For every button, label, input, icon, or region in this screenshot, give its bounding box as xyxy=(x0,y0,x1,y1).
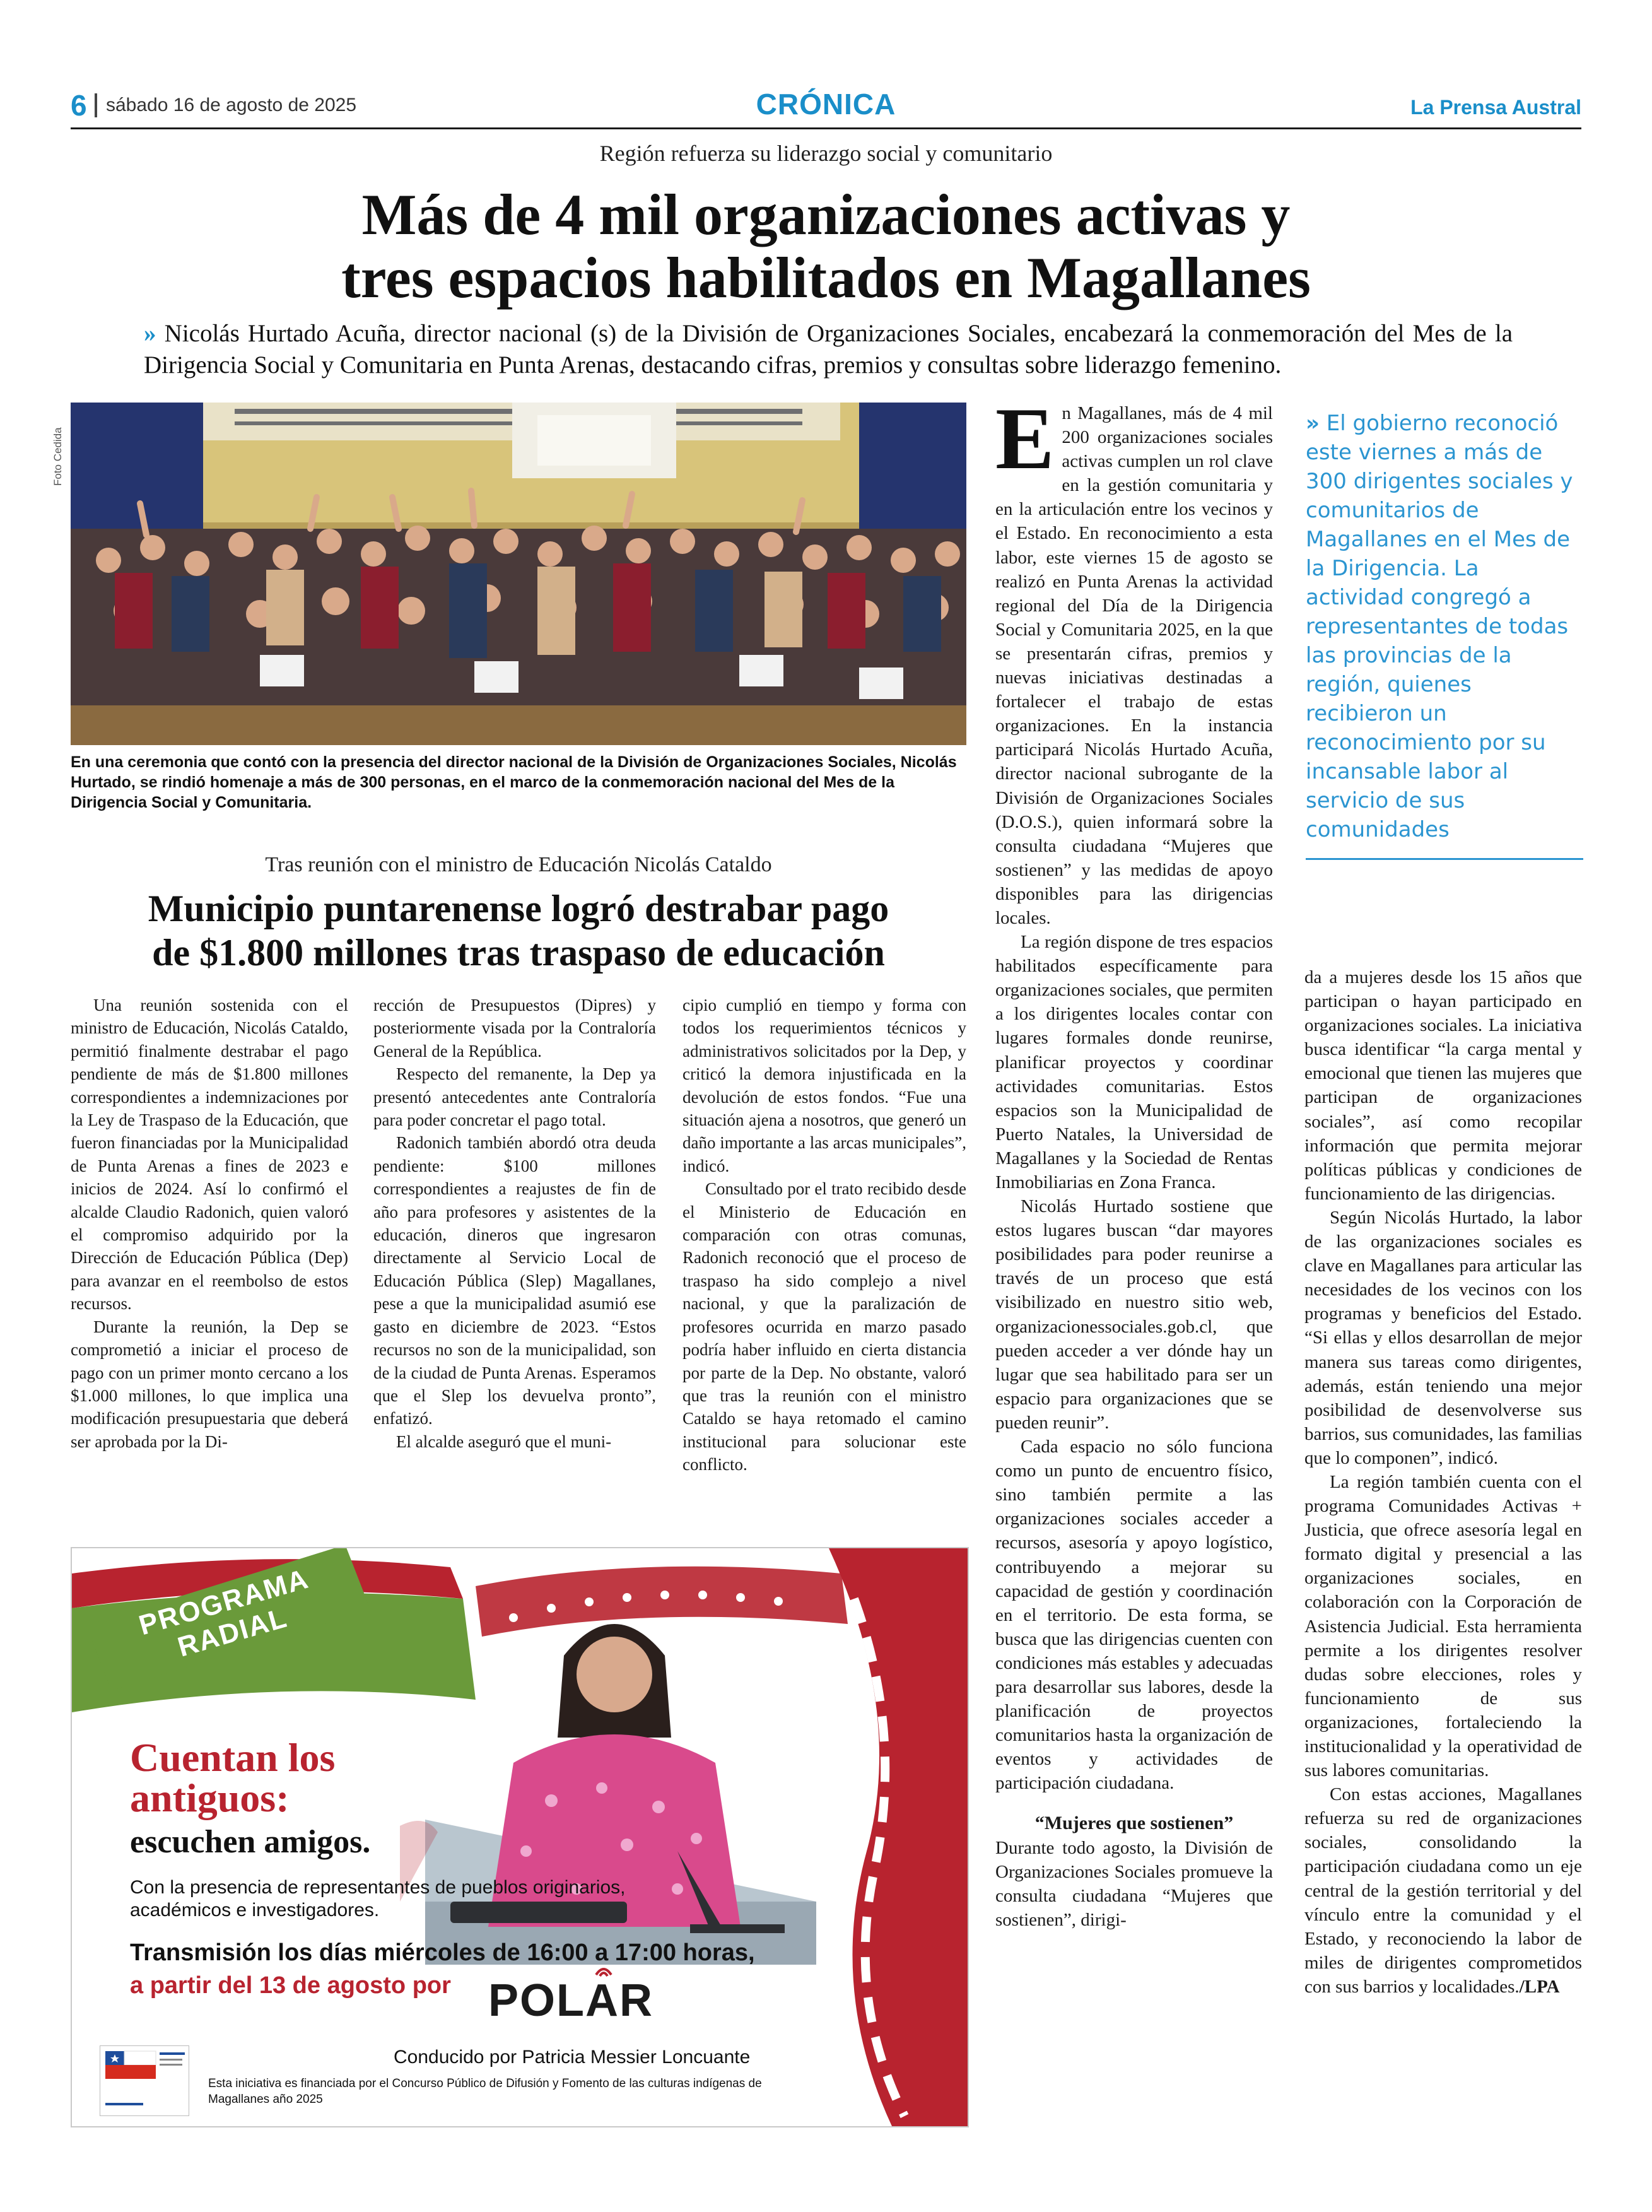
main-lead-text: Nicolás Hurtado Acuña, director nacional (s) de la División de Organizaciones Sociales, encabezará la conmemoración del Mes de la Dirigencia Social y Comunitaria en Punta Arenas, destacando cifras, premios y consultas sobre liderazgo femenino. xyxy=(144,320,1513,379)
main-subhead: “Mujeres que sostienen” xyxy=(1034,1813,1234,1834)
second-paragraph-6: Consultado por el trato recibido desde el Ministerio de Educación en comparación con otras comunas, Radonich reconoció que el proceso de traspaso ha sido complejo a nivel nacional, y que la paralización de profesores ocurrida en marzo pasado podría haber influido en cierta distancia por parte de la Dep. No obstante, valoró que tras la reunión con el ministro Cataldo se haya retomado el camino institucional para solucionar este conflicto. xyxy=(682,1179,966,1474)
pull-quote-body: El gobierno reconoció este viernes a más de 300 dirigentes sociales y comunitarios de Magallanes en el Mes de la Dirigencia. La actividad congregó a representantes de todas las provincias de la región, quienes recibieron un reconocimiento por su incansable labor al servicio de sus comunidades xyxy=(1306,411,1573,842)
ad-subtitle: escuchen amigos. xyxy=(130,1824,371,1860)
main-paragraph-2: La región dispone de tres espacios habilitados específicamente para organizaciones sociales, que permiten a los dirigentes locales contar con lugares formales donde reunirse, planificar proyectos y coordinar actividades comunitarias. Estos espacios son la Municipalidad de Puerto Natales, la Universidad de Magallanes y la Sociedad de Rentas Inmobiliarias en Zona Franca. xyxy=(995,932,1273,1192)
main-column-1 xyxy=(995,390,1273,2130)
second-column-2 xyxy=(373,994,656,1508)
ad-footer: Esta iniciativa es financiada por el Concurso Público de Difusión y Fomento de las culturas indígenas de Magallanes año 2025 xyxy=(208,2077,762,2106)
lead-arrow-icon: » xyxy=(144,320,156,347)
second-headline-line2: de $1.800 millones tras traspaso de educación xyxy=(152,932,885,974)
badge-label: PROGRAMA RADIAL xyxy=(135,1563,313,1663)
second-paragraph-1: Una reunión sostenida con el ministro de Educación, Nicolás Cataldo, permitió finalmente destrabar el pago pendiente de más de $1.800 millones correspondientes a indemnizaciones por la Ley de Traspaso de la Educación, que fueron financiadas por la Municipalidad de Punta Arenas a fines de 2023 e inicios de 2024. Así lo confirmó el alcalde Claudio Radonich, quien valoró el compromiso adquirido por la Dirección de Educación Pública (Dep) para avanzar en el reembolso de estos recursos. xyxy=(71,996,348,1314)
ad-description: Con la presencia de representantes de pueblos originarios, académicos e investigadores. xyxy=(130,1877,626,1921)
main-lead xyxy=(144,318,1513,381)
main-paragraph-5-end: da a mujeres desde los 15 años que participan o hayan participado en organizaciones sociales. La iniciativa busca identificar “la carga mental y emocional que tienen las mujeres que participan de organizaciones sociales”, así como recopilar información que permita mejorar políticas públicas y condiciones de funcionamiento de las dirigencias. xyxy=(1304,967,1582,1204)
main-paragraph-8-text: Con estas acciones, Magallanes refuerza su red de organizaciones sociales, consolidando la participación ciudadana como un eje central de la gestión territorial y del vínculo entre la comunidad y el Estado, y reconociendo la labor de miles de dirigentes comprometidos con sus barrios y localidades. xyxy=(1304,1784,1582,1997)
main-paragraph-7: La región también cuenta con el programa Comunidades Activas + Justicia, que ofrece asesoría legal en formato digital y presencial a las organizaciones sociales, en colaboración con la Corporación de Asistencia Judicial. Esta herramienta permite a los dirigentes resolver dudas sobre elecciones, roles y funcionamiento de sus organizaciones, fortaleciendo la institucionalidad y la operatividad de sus labores comunitarias. xyxy=(1304,1471,1582,1781)
second-column-3 xyxy=(682,994,966,1508)
page-number: 6 xyxy=(71,89,87,122)
main-paragraph-3: Nicolás Hurtado sostiene que estos lugares buscan “dar mayores posibilidades para poder reunirse a través de un proceso que está visibilizado en nuestro sitio web, organizacionessociales.gob.cl, que pueden acceder a ver dónde hay un lugar que sea habilitado para ser un espacio para organizaciones que se pueden reunir”. xyxy=(995,1196,1273,1433)
second-column-1 xyxy=(71,994,348,1508)
ad-title-line1: Cuentan los xyxy=(130,1735,336,1780)
main-headline-line1: Más de 4 mil organizaciones activas y xyxy=(361,182,1291,247)
ad-title xyxy=(130,1735,336,1820)
ad-title-line2: antiguos: xyxy=(130,1775,290,1820)
second-headline-line1: Municipio puntarenense logró destrabar pago xyxy=(148,888,889,929)
main-headline-line2: tres espacios habilitados en Magallanes xyxy=(341,245,1311,310)
second-paragraph-5-end: cipio cumplió en tiempo y forma con todos los requerimientos técnicos y administrativos solicitados por la Dep, y criticó la demora injustificada en la devolución de estos fondos. “Fue una situación ajena a nosotros, que generó un daño importante a las arcas municipales”, indicó. xyxy=(682,996,966,1175)
main-headline xyxy=(126,183,1526,309)
second-paragraph-4: Radonich también abordó otra deuda pendiente: $100 millones correspondientes a reajustes de fin de año para profesores y asistentes de la educación, dineros que ingresaron directamente al Servicio Local de Educación Pública (Slep) Magallanes, pese a que la municipalidad asumió ese gasto en diciembre de 2023. “Estos recursos no son de la municipalidad, son de la ciudad de Punta Arenas. Esperamos que el Slep los devuelva pronto”, enfatizó. xyxy=(373,1133,656,1428)
second-paragraph-5-start: El alcalde aseguró que el muni- xyxy=(396,1432,612,1451)
masthead: La Prensa Austral xyxy=(1410,96,1581,119)
second-headline xyxy=(71,886,966,975)
main-paragraph-6: Según Nicolás Hurtado, la labor de las organizaciones sociales es clave en Magallanes para articular las necesidades de los vecinos con los programas y beneficios del Estado. “Si ellas y ellos desarrollan de mejor manera sus tareas como dirigentes, además, están teniendo una mejor posibilidad de desenvolverse sus barrios, sus comunidades, las familias que lo componen”, indicó. xyxy=(1304,1207,1582,1468)
government-logo xyxy=(100,2045,189,2116)
signoff: /LPA xyxy=(1519,1976,1560,1997)
section-name: CRÓNICA xyxy=(756,88,896,121)
radio-program-ad xyxy=(71,1547,969,2127)
main-paragraph-8 xyxy=(1304,1782,1582,1999)
ceremony-photo xyxy=(71,403,966,745)
main-column-2 xyxy=(1304,965,1582,2130)
ad-host: Conducido por Patricia Messier Loncuante xyxy=(394,2047,751,2068)
main-paragraph-5-start: Durante todo agosto, la División de Organizaciones Sociales promueve la consulta ciudadana “Mujeres que sostienen”, dirigi- xyxy=(995,1837,1273,1930)
second-paragraph-2-end: rección de Presupuestos (Dipres) y posteriormente visada por la Contraloría General de la República. xyxy=(373,996,656,1061)
chile-flag-icon xyxy=(100,2046,189,2115)
photo-caption: En una ceremonia que contó con la presencia del director nacional de la División de Organizaciones Sociales, Nicolás Hurtado, se rindió homenaje a más de 300 personas, en el marco de la conmemoración nacional del Mes de la Dirigencia Social y Comunitaria. xyxy=(71,753,957,811)
header-rule xyxy=(71,127,1581,129)
main-kicker: Región refuerza su liderazgo social y comunitario xyxy=(599,141,1053,166)
issue-date: sábado 16 de agosto de 2025 xyxy=(106,95,357,115)
photo-credit: Foto Cedida xyxy=(52,427,64,486)
ad-schedule: Transmisión los días miércoles de 16:00 a 17:00 horas, xyxy=(130,1939,755,1966)
dropcap: E xyxy=(995,390,1055,488)
pull-quote xyxy=(1306,409,1583,844)
pull-quote-text xyxy=(1306,409,1583,844)
second-paragraph-3: Respecto del remanente, la Dep ya presentó antecedentes ante Contraloría para poder concretar el pago total. xyxy=(373,1064,656,1130)
main-paragraph-4: Cada espacio no sólo funciona como un punto de encuentro físico, sino también permite a las organizaciones sociales acceder a recursos, asesoría y apoyo logístico, contribuyendo a mejorar su capacidad de gestión y coordinación en el territorio. De esta forma, se busca que las dirigencias cuenten con condiciones más estables y adecuadas para desarrollar sus labores, desde la planificación de proyectos comunitarios hasta la organización de eventos y actividades de participación ciudadana. xyxy=(995,1437,1273,1794)
main-paragraph-1: n Magallanes, más de 4 mil 200 organizaciones sociales activas cumplen un rol clave en la gestión comunitaria y en la articulación entre los vecinos y el Estado. En reconocimiento a esta labor, este viernes 15 de agosto se realizó en Punta Arenas la actividad regional del Día de la Dirigencia Social y Comunitaria 2025, en la que se presentarán cifras, premios y nuevas iniciativas destinadas a fortalecer el trabajo de estas organizaciones. En la instancia participará Nicolás Hurtado Acuña, director nacional subrogante de la División de Organizaciones Sociales (D.O.S.), quien informará sobre la consulta ciudadana “Mujeres que sostienen” y las medidas de apoyo disponibles para las dirigencias locales. xyxy=(995,403,1273,928)
quote-arrow-icon: » xyxy=(1306,411,1320,436)
broadcast-icon xyxy=(591,1960,616,1979)
second-kicker: Tras reunión con el ministro de Educación Nicolás Cataldo xyxy=(265,853,772,876)
station-logo: POLAR xyxy=(488,1975,653,2026)
ad-start-date: a partir del 13 de agosto por xyxy=(130,1972,451,1999)
second-paragraph-2-start: Durante la reunión, la Dep se comprometió a iniciar el proceso de pago con un primer monto cercano a los $1.000 millones, lo que implica una modificación presupuestaria que deberá ser aprobada por la Di- xyxy=(71,1317,348,1451)
pull-quote-rule xyxy=(1306,858,1583,860)
